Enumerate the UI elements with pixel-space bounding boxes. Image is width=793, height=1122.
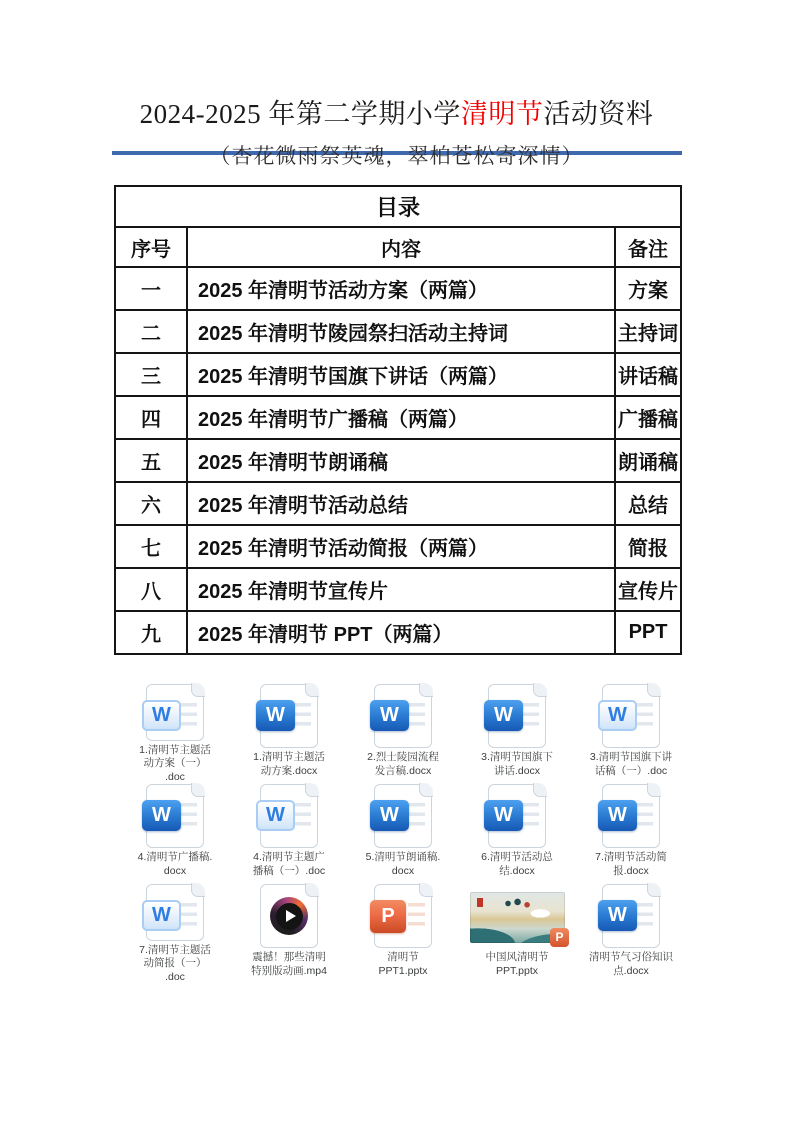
file-label: 清明节气习俗知识 点.docx [589, 951, 673, 977]
toc-cell-content: 2025 年清明节活动简报（两篇） [187, 525, 615, 568]
page-fold-icon [533, 683, 547, 697]
app-badge-icon: W [142, 900, 181, 931]
file-label: 6.清明节活动总 结.docx [481, 851, 553, 877]
page-fold-icon [305, 783, 319, 797]
toc-caption: 目录 [115, 186, 681, 227]
file-item[interactable] [118, 884, 232, 984]
toc-cell-content: 2025 年清明节宣传片 [187, 568, 615, 611]
play-disc-inner [276, 903, 303, 930]
file-icon [488, 684, 546, 748]
app-badge-icon: W [598, 800, 637, 831]
toc-cell-no: 九 [115, 611, 187, 654]
play-disc-icon [270, 897, 308, 935]
file-label: 震撼！那些清明 特别版动画.mp4 [251, 951, 327, 977]
toc-cell-content: 2025 年清明节活动总结 [187, 482, 615, 525]
file-item[interactable] [346, 684, 460, 784]
app-badge-icon: W [598, 900, 637, 931]
page-fold-icon [191, 783, 205, 797]
toc-cell-note: 讲话稿 [615, 353, 681, 396]
file-item[interactable] [232, 884, 346, 984]
page-fold-icon [419, 683, 433, 697]
toc-header-note: 备注 [615, 227, 681, 267]
play-icon [261, 885, 317, 947]
doc-lines-icon [522, 803, 539, 830]
file-item[interactable] [232, 684, 346, 784]
file-label: 4.清明节广播稿. docx [137, 851, 213, 877]
file-icon [602, 784, 660, 848]
app-badge-icon: P [370, 900, 406, 933]
file-icon [146, 684, 204, 741]
toc-header-row [115, 227, 681, 267]
toc-row [115, 439, 681, 482]
file-icon [374, 784, 432, 848]
doc-lines-icon [408, 803, 425, 830]
toc-cell-content: 2025 年清明节 PPT（两篇） [187, 611, 615, 654]
title-highlight: 清明节 [460, 99, 544, 129]
toc-row [115, 568, 681, 611]
file-label: 5.清明节朗诵稿. docx [365, 851, 441, 877]
toc-cell-note: 广播稿 [615, 396, 681, 439]
file-icon [602, 884, 660, 948]
toc-cell-content: 2025 年清明节活动方案（两篇） [187, 267, 615, 310]
page-fold-icon [647, 683, 661, 697]
subtitle-block [0, 138, 793, 180]
page-fold-icon [191, 883, 205, 897]
toc-body [115, 186, 681, 654]
doc-lines-icon [636, 703, 653, 730]
app-badge-icon: W [142, 700, 181, 731]
file-item[interactable] [346, 784, 460, 884]
file-label: 中国风清明节 PPT.pptx [485, 951, 549, 977]
toc-cell-no: 五 [115, 439, 187, 482]
file-item[interactable] [574, 884, 688, 984]
file-label: 清明节 PPT1.pptx [378, 951, 428, 977]
file-icon [374, 884, 432, 948]
toc-cell-note: 方案 [615, 267, 681, 310]
toc-cell-note: 主持词 [615, 310, 681, 353]
file-item[interactable] [118, 684, 232, 784]
app-badge-icon: W [598, 700, 637, 731]
title-prefix: 2024-2025 年第二学期小学 [139, 99, 461, 129]
file-label: 1.清明节主题活 动方案（一） .doc [139, 743, 211, 783]
page-fold-icon [419, 883, 433, 897]
app-badge-icon: W [370, 800, 409, 831]
toc-cell-no: 四 [115, 396, 187, 439]
doc-lines-icon [636, 903, 653, 930]
file-item[interactable] [232, 784, 346, 884]
toc-row [115, 267, 681, 310]
toc-cell-no: 七 [115, 525, 187, 568]
file-item[interactable] [118, 784, 232, 884]
ppt-badge-icon: P [550, 928, 569, 947]
file-label: 3.清明节国旗下 讲话.docx [481, 751, 553, 777]
toc-cell-no: 二 [115, 310, 187, 353]
page-fold-icon [191, 683, 205, 697]
toc-row [115, 310, 681, 353]
file-label: 2.烈士陵园流程 发言稿.docx [367, 751, 439, 777]
doc-lines-icon [522, 703, 539, 730]
file-icon [260, 784, 318, 848]
doc-lines-icon [408, 703, 425, 730]
doc-lines-icon [180, 703, 197, 730]
toc-cell-note: 简报 [615, 525, 681, 568]
page-fold-icon [305, 683, 319, 697]
toc-header-content: 内容 [187, 227, 615, 267]
toc-cell-content: 2025 年清明节国旗下讲话（两篇） [187, 353, 615, 396]
file-item[interactable] [460, 684, 574, 784]
file-item[interactable] [574, 784, 688, 884]
doc-lines-icon [294, 703, 311, 730]
file-icon [374, 684, 432, 748]
file-item[interactable] [460, 884, 574, 984]
file-item[interactable] [574, 684, 688, 784]
toc-cell-no: 一 [115, 267, 187, 310]
toc-cell-note: PPT [615, 611, 681, 654]
file-icon [488, 784, 546, 848]
file-icon [146, 784, 204, 848]
ppt-thumbnail-icon [470, 892, 565, 943]
toc-row [115, 525, 681, 568]
app-badge-icon: W [256, 800, 295, 831]
doc-lines-icon [636, 803, 653, 830]
play-triangle-icon [286, 910, 296, 922]
toc-caption-row [115, 186, 681, 227]
toc-row [115, 396, 681, 439]
page-fold-icon [647, 883, 661, 897]
app-badge-icon: W [484, 700, 523, 731]
file-label: 7.清明节活动简 报.docx [595, 851, 667, 877]
toc-cell-note: 总结 [615, 482, 681, 525]
file-icon [146, 884, 204, 941]
page-fold-icon [647, 783, 661, 797]
file-label: 1.清明节主题活 动方案.docx [253, 751, 325, 777]
file-icon [260, 884, 318, 948]
file-item[interactable] [346, 884, 460, 984]
page-fold-icon [419, 783, 433, 797]
app-badge-icon: W [142, 800, 181, 831]
page-title [0, 92, 793, 131]
file-label: 7.清明节主题活 动简报（一） .doc [139, 943, 211, 983]
file-label: 4.清明节主题广 播稿（一）.doc [252, 851, 326, 877]
page-fold-icon [533, 783, 547, 797]
toc-cell-note: 宣传片 [615, 568, 681, 611]
files-grid [118, 684, 690, 984]
doc-lines-icon [408, 903, 425, 930]
app-badge-icon: W [256, 700, 295, 731]
title-suffix: 活动资料 [543, 99, 654, 129]
doc-lines-icon [180, 903, 197, 930]
toc-table [114, 185, 682, 655]
toc-cell-note: 朗诵稿 [615, 439, 681, 482]
doc-lines-icon [180, 803, 197, 830]
toc-cell-no: 八 [115, 568, 187, 611]
file-item[interactable] [460, 784, 574, 884]
file-icon [602, 684, 660, 748]
toc-row [115, 611, 681, 654]
toc-cell-no: 六 [115, 482, 187, 525]
toc-header-no: 序号 [115, 227, 187, 267]
doc-lines-icon [294, 803, 311, 830]
toc-cell-content: 2025 年清明节陵园祭扫活动主持词 [187, 310, 615, 353]
toc-cell-content: 2025 年清明节朗诵稿 [187, 439, 615, 482]
toc-cell-no: 三 [115, 353, 187, 396]
file-label: 3.清明节国旗下讲 话稿（一）.doc [589, 751, 673, 777]
toc-row [115, 482, 681, 525]
subtitle-text: （杏花微雨祭英魂，翠柏苍松寄深情） [209, 144, 584, 168]
toc-row [115, 353, 681, 396]
app-badge-icon: W [370, 700, 409, 731]
file-icon [260, 684, 318, 748]
toc-cell-content: 2025 年清明节广播稿（两篇） [187, 396, 615, 439]
app-badge-icon: W [484, 800, 523, 831]
file-icon [488, 884, 564, 948]
